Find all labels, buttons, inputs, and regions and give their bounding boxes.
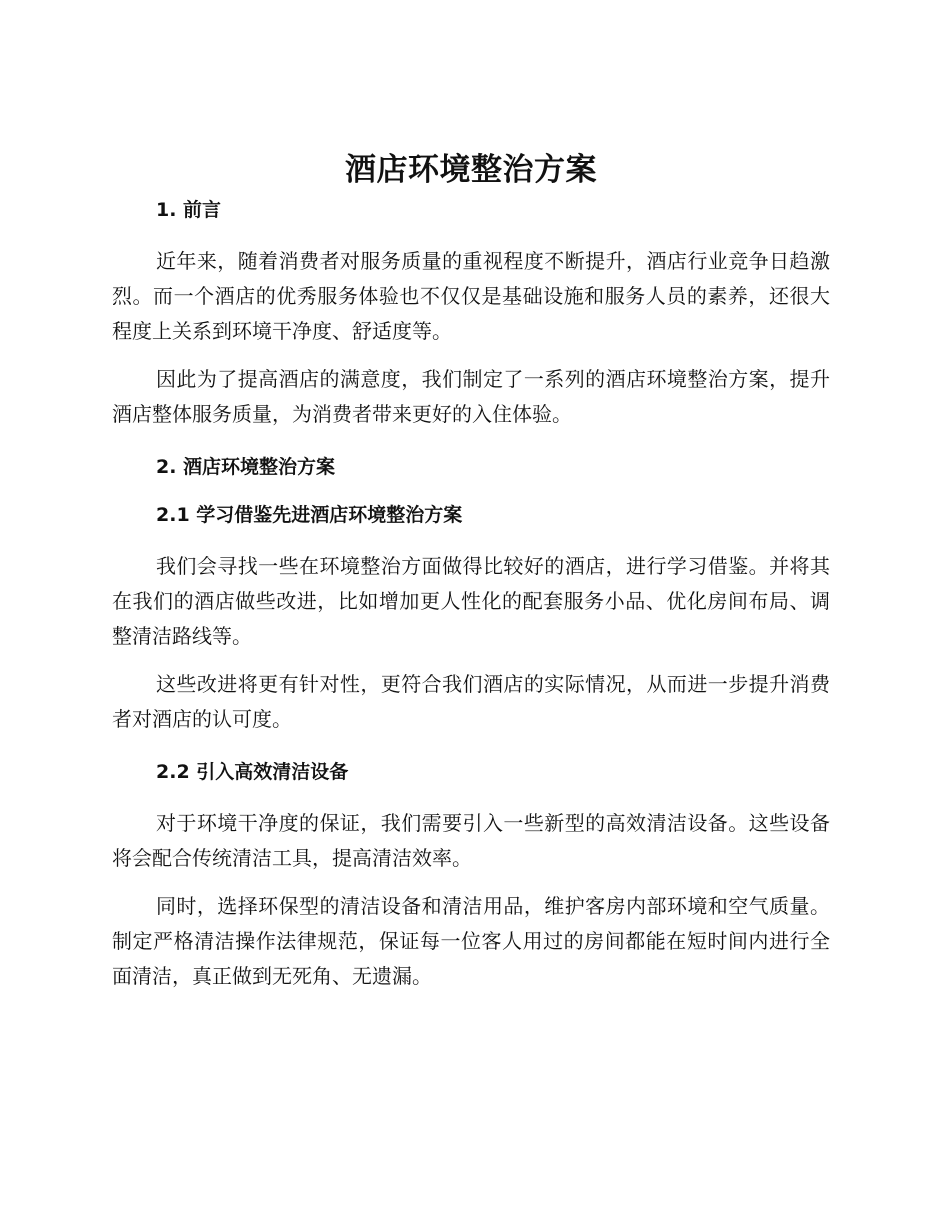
document-title: 酒店环境整治方案 (345, 152, 597, 188)
paragraph: 对于环境干净度的保证，我们需要引入一些新型的高效清洁设备。这些设备将会配合传统清洁工具，提高清洁效率。 (112, 811, 830, 870)
paragraph: 我们会寻找一些在环境整治方面做得比较好的酒店，进行学习借鉴。并将其在我们的酒店做些改进，比如增加更人性化的配套服务小品、优化房间布局、调整清洁路线等。 (112, 554, 830, 648)
subsection-heading-equipment: 2.2 引入高效清洁设备 (156, 761, 349, 783)
paragraph: 近年来，随着消费者对服务质量的重视程度不断提升，酒店行业竞争日趋激烈。而一个酒店的优秀服务体验也不仅仅是基础设施和服务人员的素养，还很大程度上关系到环境干净度、舒适度等。 (112, 249, 830, 343)
paragraph: 这些改进将更有针对性，更符合我们酒店的实际情况，从而进一步提升消费者对酒店的认可度。 (112, 672, 830, 731)
section-heading-preface: 1. 前言 (156, 199, 222, 221)
subsection-heading-learning: 2.1 学习借鉴先进酒店环境整治方案 (156, 504, 463, 526)
section-heading-plan: 2. 酒店环境整治方案 (156, 456, 336, 478)
document-body (112, 148, 830, 994)
paragraph: 同时，选择环保型的清洁设备和清洁用品，维护客房内部环境和空气质量。制定严格清洁操作法律规范，保证每一位客人用过的房间都能在短时间内进行全面清洁，真正做到无死角、无遗漏。 (112, 894, 830, 988)
paragraph: 因此为了提高酒店的满意度，我们制定了一系列的酒店环境整治方案，提升酒店整体服务质量，为消费者带来更好的入住体验。 (112, 367, 830, 426)
